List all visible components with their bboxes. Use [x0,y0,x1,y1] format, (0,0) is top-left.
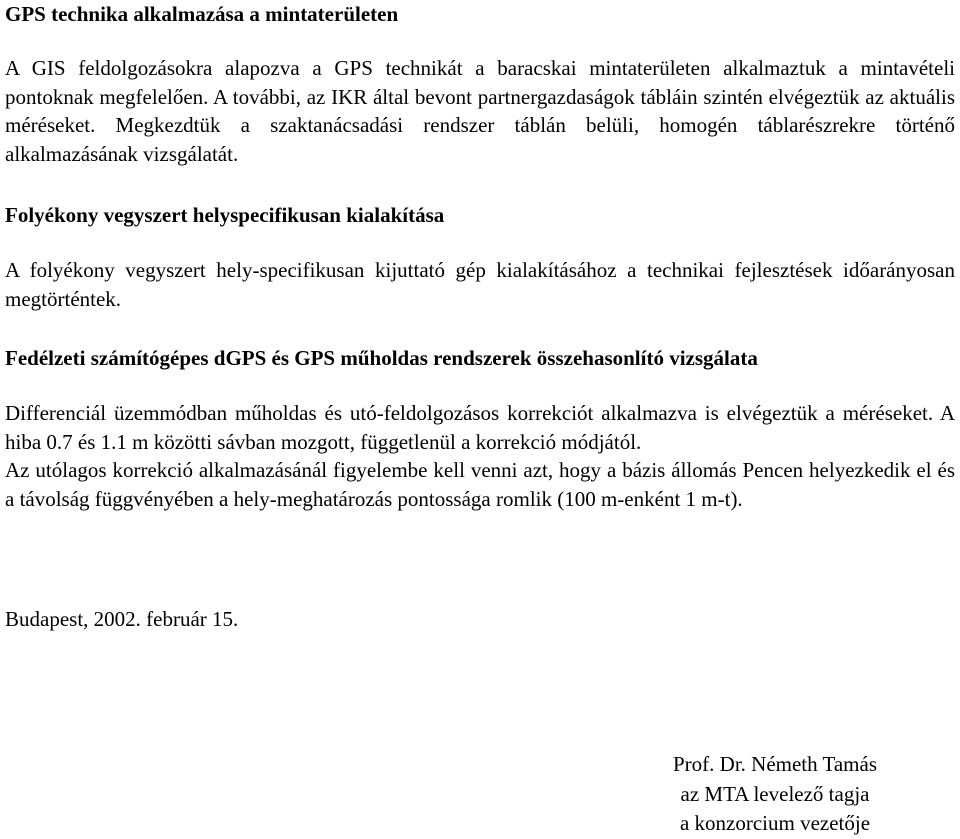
signatory-role: a konzorcium vezetője [679,811,871,835]
place-and-date: Budapest, 2002. február 15. [5,607,239,631]
paragraph: Differenciál üzemmódban műholdas és utó-feldolgozásos korrekciót alkalmazva is elvégeztük a méréseket. A hiba 0.7 és 1.1 m közötti sávban mozgott, függetlenül a korrekció módjától. [5,401,955,454]
signature-block [645,750,905,839]
section-body-liquid-chemical [5,256,955,313]
section-body-dgps-comparison [5,399,955,513]
section-title-gps: GPS technika alkalmazása a mintaterületen [5,2,399,26]
section-body-gps [5,54,955,168]
section-title-liquid-chemical: Folyékony vegyszert helyspecifikusan kialakítása [5,203,445,227]
paragraph: A GIS feldolgozásokra alapozva a GPS technikát a baracskai mintaterületen alkalmaztuk a mintavételi pontoknak megfelelően. A további, az IKR által bevont partnergazdaságok tábláin szintén elvégeztük az aktuális méréseket. Megkezdtük a szaktanácsadási rendszer táblán belüli, homogén táblarészrekre történő alkalmazásának vizsgálatát. [5,56,955,166]
section-title-dgps-comparison: Fedélzeti számítógépes dGPS és GPS műholdas rendszerek összehasonlító vizsgálata [5,346,758,370]
paragraph: Az utólagos korrekció alkalmazásánál figyelembe kell venni azt, hogy a bázis állomás Pencen helyezkedik el és a távolság függvényében a hely-meghatározás pontossága romlik (100 m-enként 1 m-t). [5,458,955,511]
paragraph: A folyékony vegyszert hely-specifikusan kijuttató gép kialakításához a technikai fejlesztések időarányosan megtörténtek. [5,258,955,311]
signatory-name: Prof. Dr. Németh Tamás [672,752,878,776]
signatory-title: az MTA levelező tagja [680,781,870,806]
